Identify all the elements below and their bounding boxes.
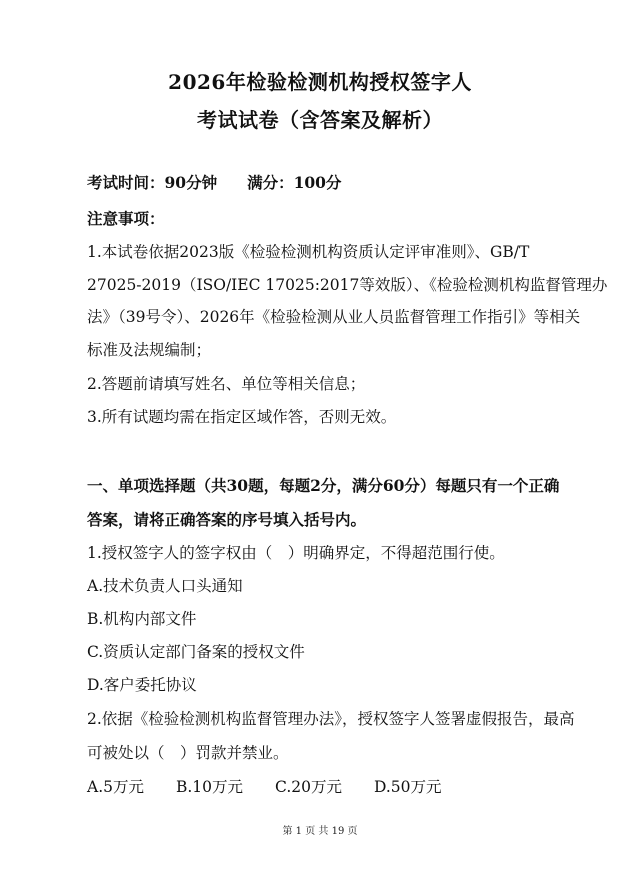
notes-line: 法》（39号令）、2026年《检验检测从业人员监督管理工作指引》等相关 xyxy=(87,308,581,326)
notes-heading: 注意事项： xyxy=(87,209,165,228)
document-title-line2: 考试试卷（含答案及解析） xyxy=(197,108,443,132)
notes-line: 27025-2019（ISO/IEC 17025:2017等效版）、《检验检测机构监督管理办 xyxy=(87,276,608,294)
notes-line: 1.本试卷依据2023版《检验检测机构资质认定评审准则》、GB/T xyxy=(87,243,530,261)
notes-line: 3.所有试题均需在指定区域作答，否则无效。 xyxy=(87,408,397,426)
question-2-options xyxy=(87,775,474,797)
page-footer: 第 1 页 共 19 页 xyxy=(282,826,358,837)
exam-time: 考试时间：90分钟 xyxy=(87,173,218,192)
question-2-option-c: C.20万元 xyxy=(275,778,342,796)
question-1-option-d: D.客户委托协议 xyxy=(87,676,197,694)
notes-line: 2.答题前请填写姓名、单位等相关信息； xyxy=(87,375,366,393)
question-1-option-b: B.机构内部文件 xyxy=(87,610,197,628)
notes-line: 标准及法规编制； xyxy=(87,341,212,359)
exam-score: 满分：100分 xyxy=(247,173,342,192)
question-1-option-c: C.资质认定部门备案的授权文件 xyxy=(87,643,305,661)
question-1-option-a: A.技术负责人口头通知 xyxy=(87,577,243,595)
section-heading-line1: 一、单项选择题（共30题，每题2分，满分60分）每题只有一个正确 xyxy=(87,476,560,495)
document-title-line1: 2026年检验检测机构授权签字人 xyxy=(168,70,472,94)
question-1-stem: 1.授权签字人的签字权由（ ）明确界定，不得超范围行使。 xyxy=(87,544,505,562)
exam-info xyxy=(87,171,341,193)
question-2-option-d: D.50万元 xyxy=(374,778,442,796)
question-2-stem-line1: 2.依据《检验检测机构监督管理办法》，授权签字人签署虚假报告，最高 xyxy=(87,710,575,728)
section-heading-line2: 答案，请将正确答案的序号填入括号内。 xyxy=(87,510,367,529)
question-2-option-b: B.10万元 xyxy=(175,778,244,796)
question-2-stem-line2: 可被处以（ ）罚款并禁业。 xyxy=(87,744,289,762)
question-2-option-a: A.5万元 xyxy=(87,778,144,796)
